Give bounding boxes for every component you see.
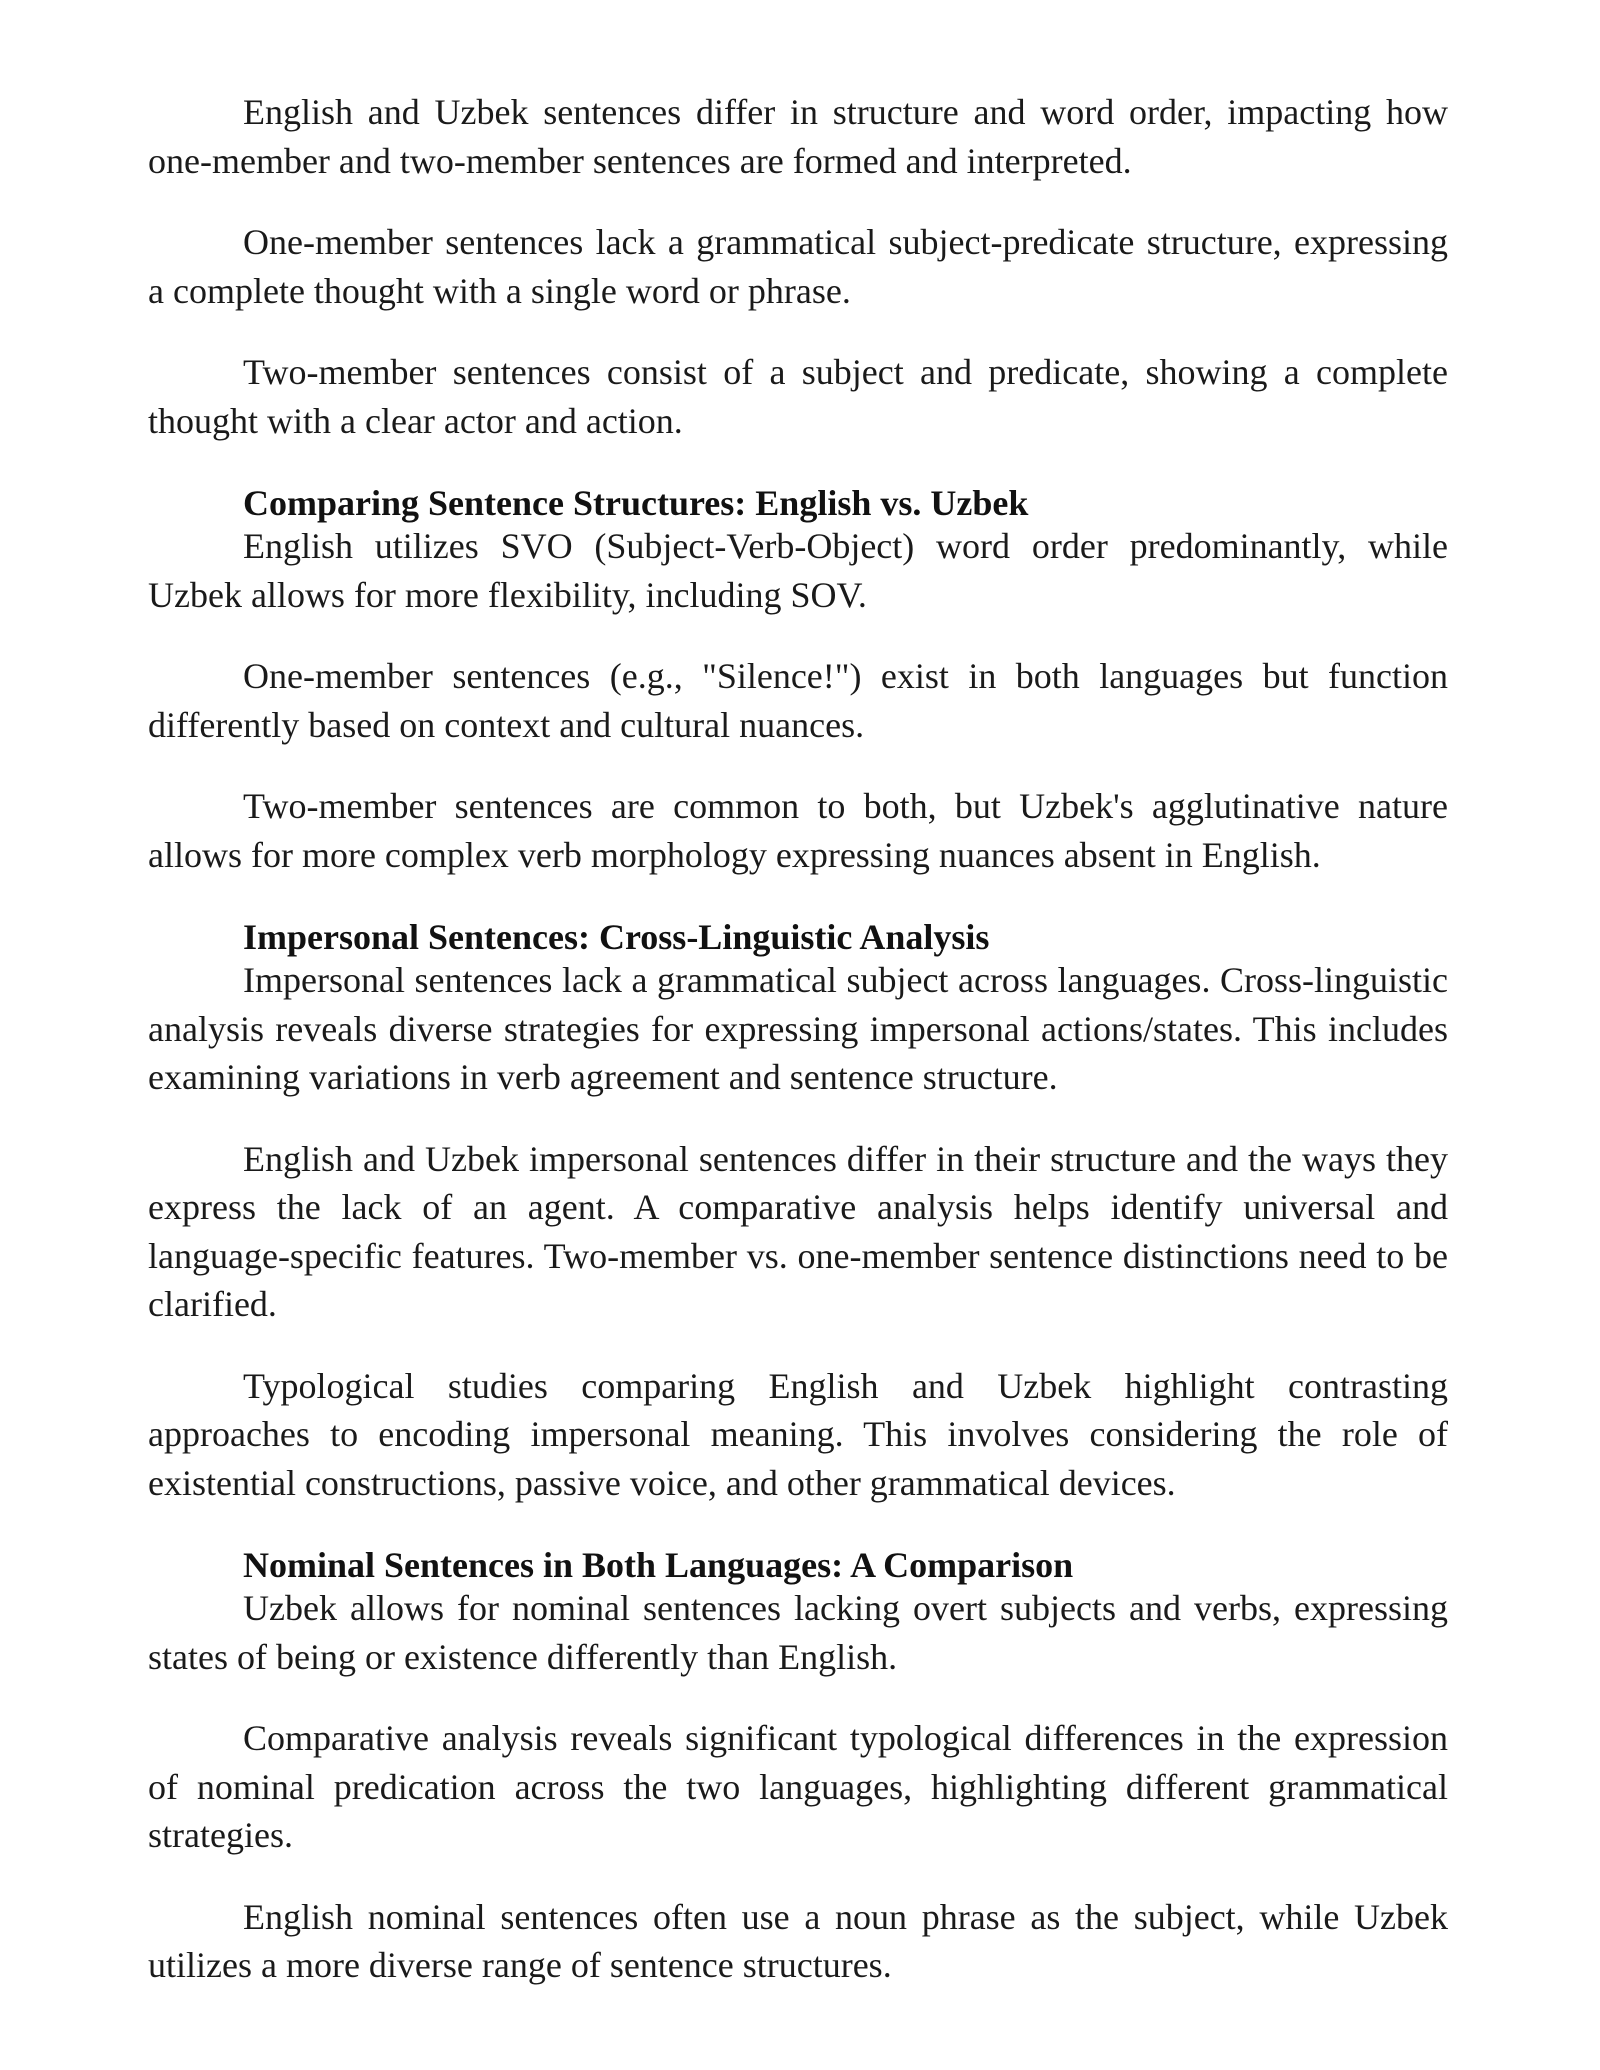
section-heading: Nominal Sentences in Both Languages: A Comparison (243, 1545, 1074, 1585)
paragraph: One-member sentences (e.g., "Silence!") exist in both languages but function differently based on context and cultural nuances. (148, 656, 1448, 745)
paragraph: Typological studies comparing English and Uzbek highlight contrasting approaches to encoding impersonal meaning. This involves considering the role of existential constructions, passive voice, and other grammatical devices. (148, 1365, 1448, 1503)
paragraph: Uzbek allows for nominal sentences lacking overt subjects and verbs, expressing states of being or existence differently than English. (148, 1588, 1448, 1677)
paragraph: Comparative analysis reveals significant typological differences in the expression of nominal predication across the two languages, highlighting different grammatical strategies. (148, 1718, 1448, 1855)
paragraph: English and Uzbek sentences differ in structure and word order, impacting how one-member and two-member sentences are formed and interpreted. (148, 92, 1448, 181)
paragraph: Two-member sentences consist of a subject and predicate, showing a complete thought with a clear actor and action. (148, 352, 1448, 441)
paragraph: One-member sentences lack a grammatical subject-predicate structure, expressing a complete thought with a single word or phrase. (148, 222, 1448, 311)
paragraph: Two-member sentences are common to both, but Uzbek's agglutinative nature allows for more complex verb morphology expressing nuances absent in English. (148, 786, 1448, 875)
section-heading: Impersonal Sentences: Cross-Linguistic Analysis (243, 917, 990, 957)
document-body (148, 88, 1448, 2023)
paragraph: English nominal sentences often use a noun phrase as the subject, while Uzbek utilizes a more diverse range of sentence structures. (148, 1896, 1448, 1985)
paragraph: English and Uzbek impersonal sentences differ in their structure and the ways they express the lack of an agent. A comparative analysis helps identify universal and language-specific features. Two-member vs. one-member sentence distinctions need to be clarified. (148, 1138, 1448, 1324)
section-heading: Comparing Sentence Structures: English vs. Uzbek (243, 483, 1029, 523)
paragraph: English utilizes SVO (Subject-Verb-Object) word order predominantly, while Uzbek allows for more flexibility, including SOV. (148, 526, 1448, 615)
paragraph: Impersonal sentences lack a grammatical subject across languages. Cross-linguistic analysis reveals diverse strategies for expressing impersonal actions/states. This includes examining variations in verb agreement and sentence structure. (148, 960, 1448, 1097)
